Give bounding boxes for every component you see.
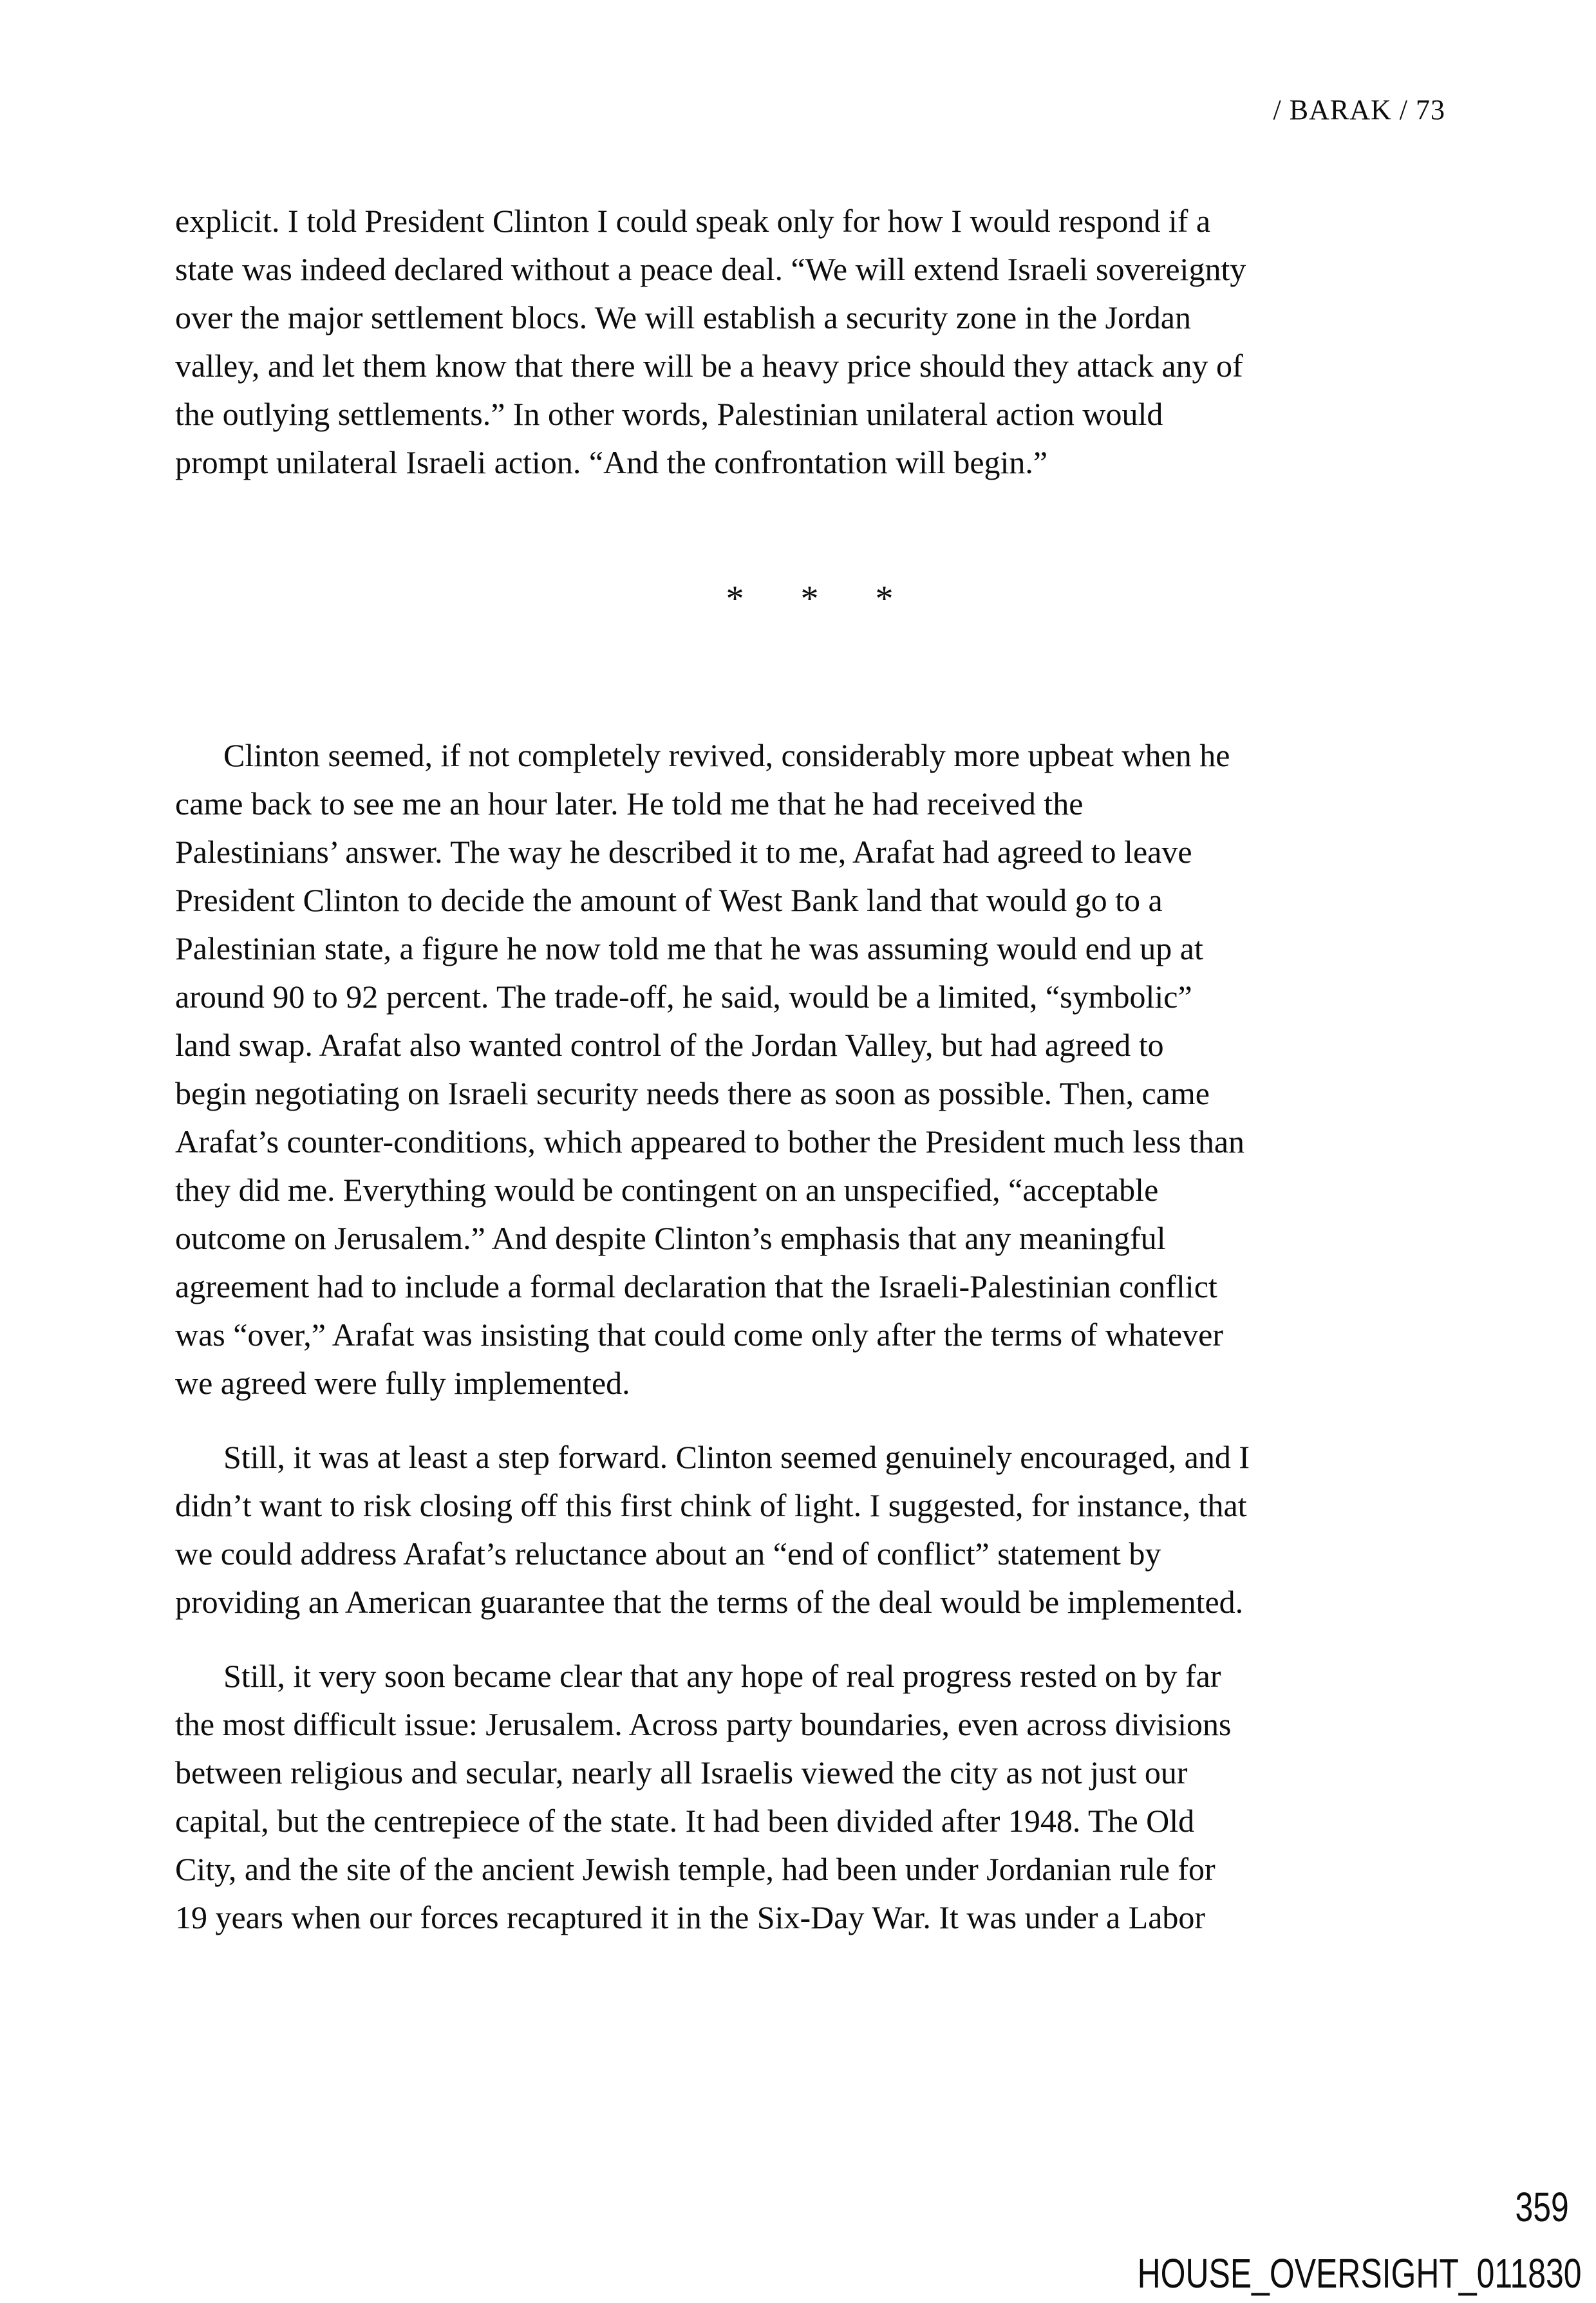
text-line: Palestinians’ answer. The way he described it to me, Arafat had agreed to leave (175, 834, 1192, 870)
text-line: was “over,” Arafat was insisting that could come only after the terms of whatever (175, 1317, 1224, 1353)
text-line: 19 years when our forces recaptured it in the Six-Day War. It was under a Labor (175, 1899, 1206, 1935)
text-line: Palestinian state, a figure he now told me that he was assuming would end up at (175, 930, 1203, 966)
text-line: Still, it very soon became clear that any hope of real progress rested on by far (223, 1658, 1221, 1694)
text-line: the most difficult issue: Jerusalem. Across party boundaries, even across divisions (175, 1706, 1232, 1742)
text-line: around 90 to 92 percent. The trade-off, he said, would be a limited, “symbolic” (175, 979, 1192, 1015)
text-line: didn’t want to risk closing off this first chink of light. I suggested, for instance, that (175, 1487, 1247, 1523)
text-line: came back to see me an hour later. He told me that he had received the (175, 785, 1084, 822)
text-line: explicit. I told President Clinton I could speak only for how I would respond if a (175, 203, 1211, 239)
text-line: the outlying settlements.” In other words, Palestinian unilateral action would (175, 396, 1163, 432)
page-number: 359 (1515, 2184, 1569, 2230)
section-break-asterisks: * * * (726, 579, 895, 619)
bates-stamp: HOUSE_OVERSIGHT_011830 (1138, 2250, 1582, 2297)
paragraph (175, 1652, 1445, 1942)
text-line: President Clinton to decide the amount of West Bank land that would go to a (175, 882, 1163, 918)
text-line: Still, it was at least a step forward. Clinton seemed genuinely encouraged, and I (223, 1439, 1250, 1475)
text-line: we could address Arafat’s reluctance about an “end of conflict” statement by (175, 1536, 1161, 1572)
text-line: valley, and let them know that there will be a heavy price should they attack any of (175, 348, 1243, 384)
text-line: they did me. Everything would be contingent on an unspecified, “acceptable (175, 1172, 1159, 1208)
text-line: agreement had to include a formal declaration that the Israeli-Palestinian conflict (175, 1268, 1217, 1304)
text-line: Arafat’s counter-conditions, which appeared to bother the President much less than (175, 1123, 1245, 1160)
running-header: / BARAK / 73 (1273, 94, 1445, 126)
text-line: Clinton seemed, if not completely revived, considerably more upbeat when he (223, 737, 1230, 773)
text-line: capital, but the centrepiece of the state. It had been divided after 1948. The Old (175, 1803, 1195, 1839)
text-line: we agreed were fully implemented. (175, 1365, 630, 1401)
text-line: land swap. Arafat also wanted control of the Jordan Valley, but had agreed to (175, 1027, 1164, 1063)
text-line: over the major settlement blocs. We will establish a security zone in the Jordan (175, 299, 1191, 335)
text-line: begin negotiating on Israeli security needs there as soon as possible. Then, came (175, 1075, 1210, 1111)
text-line: City, and the site of the ancient Jewish temple, had been under Jordanian rule for (175, 1851, 1216, 1887)
paragraph (175, 1433, 1445, 1626)
paragraph (175, 731, 1445, 1407)
page-body (175, 197, 1445, 1942)
text-line: providing an American guarantee that the terms of the deal would be implemented. (175, 1584, 1244, 1620)
text-line: state was indeed declared without a peace deal. “We will extend Israeli sovereignty (175, 251, 1246, 287)
text-line: between religious and secular, nearly all Israelis viewed the city as not just our (175, 1754, 1188, 1791)
text-line: outcome on Jerusalem.” And despite Clinton’s emphasis that any meaningful (175, 1220, 1166, 1256)
text-line: prompt unilateral Israeli action. “And the confrontation will begin.” (175, 444, 1048, 480)
paragraph (175, 197, 1445, 487)
